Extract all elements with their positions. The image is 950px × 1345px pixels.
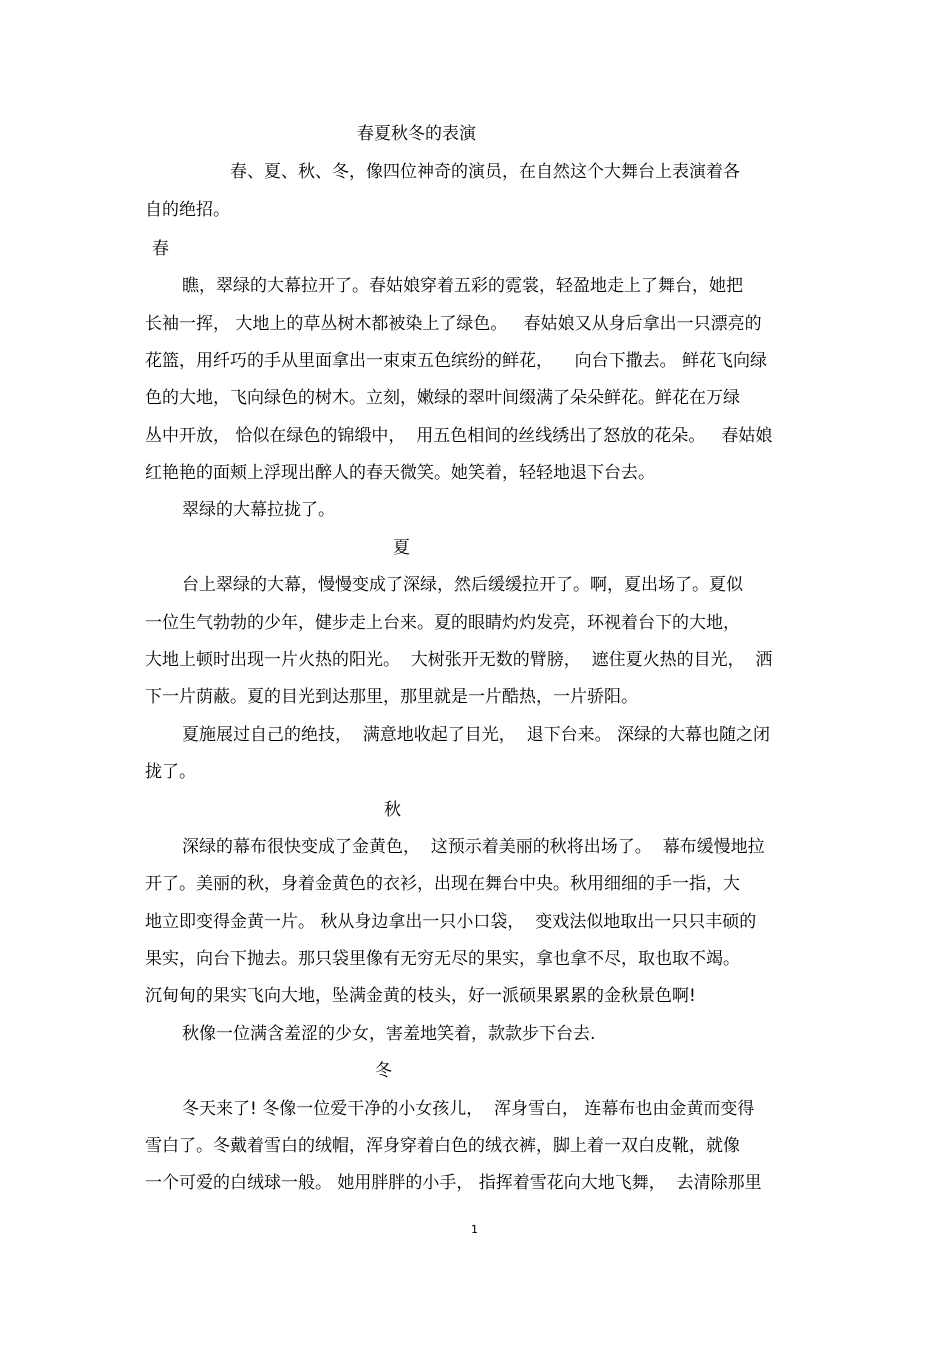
spring-line: 红艳艳的面颊上浮现出醉人的春天微笑。她笑着，轻轻地退下台去。 — [145, 463, 655, 483]
summer-line: 台上翠绿的大幕，慢慢变成了深绿，然后缓缓拉开了。啊，夏出场了。夏似 — [182, 575, 743, 595]
autumn-line: 果实，向台下抛去。那只袋里像有无穷无尽的果实，拿也拿不尽，取也取不竭。 — [145, 949, 740, 969]
spring-line: 丛中开放， 恰似在绿色的锦缎中， 用五色相间的丝线绣出了怒放的花朵。 春姑娘 — [145, 426, 773, 446]
autumn-line: 沉甸甸的果实飞向大地，坠满金黄的枝头，好一派硕果累累的金秋景色啊! — [145, 986, 696, 1006]
autumn-line: 开了。美丽的秋，身着金黄色的衣衫，出现在舞台中央。秋用细细的手一指，大 — [145, 874, 740, 894]
section-heading-winter: 冬 — [375, 1061, 392, 1081]
autumn-line: 秋像一位满含羞涩的少女，害羞地笑着，款款步下台去. — [182, 1024, 596, 1044]
intro-line: 春、夏、秋、冬，像四位神奇的演员，在自然这个大舞台上表演着各 — [230, 162, 740, 182]
spring-line: 色的大地，飞向绿色的树木。立刻，嫩绿的翠叶间缀满了朵朵鲜花。鲜花在万绿 — [145, 388, 740, 408]
section-heading-spring: 春 — [152, 239, 169, 259]
summer-line: 夏施展过自己的绝技， 满意地收起了目光， 退下台来。 深绿的大幕也随之闭 — [182, 725, 771, 745]
autumn-line: 地立即变得金黄一片。 秋从身边拿出一只小口袋， 变戏法似地取出一只只丰硕的 — [145, 912, 757, 932]
section-heading-autumn: 秋 — [384, 800, 401, 820]
spring-line: 长袖一挥， 大地上的草丛树木都被染上了绿色。 春姑娘又从身后拿出一只漂亮的 — [145, 314, 762, 334]
summer-line: 大地上顿时出现一片火热的阳光。 大树张开无数的臂膀， 遮住夏火热的目光， 洒 — [145, 650, 773, 670]
spring-line: 翠绿的大幕拉拢了。 — [182, 500, 335, 520]
spring-line: 瞧，翠绿的大幕拉开了。春姑娘穿着五彩的霓裳，轻盈地走上了舞台，她把 — [182, 276, 743, 296]
section-heading-summer: 夏 — [393, 538, 410, 558]
document-title: 春夏秋冬的表演 — [357, 124, 476, 144]
winter-line: 雪白了。冬戴着雪白的绒帽，浑身穿着白色的绒衣裤，脚上着一双白皮靴，就像 — [145, 1136, 740, 1156]
winter-line: 冬天来了! 冬像一位爱干净的小女孩儿， 浑身雪白， 连幕布也由金黄而变得 — [182, 1099, 755, 1119]
summer-line: 一位生气勃勃的少年，健步走上台来。夏的眼睛灼灼发亮，环视着台下的大地， — [145, 613, 740, 633]
page-number: 1 — [471, 1223, 478, 1236]
spring-line: 花篮，用纤巧的手从里面拿出一束束五色缤纷的鲜花， 向台下撒去。 鲜花飞向绿 — [145, 351, 768, 371]
summer-line: 下一片荫蔽。夏的目光到达那里，那里就是一片酷热，一片骄阳。 — [145, 687, 638, 707]
winter-line: 一个可爱的白绒球一般。 她用胖胖的小手， 指挥着雪花向大地飞舞， 去清除那里 — [145, 1173, 762, 1193]
autumn-line: 深绿的幕布很快变成了金黄色， 这预示着美丽的秋将出场了。 幕布缓慢地拉 — [182, 837, 765, 857]
summer-line: 拢了。 — [145, 762, 196, 782]
intro-line: 自的绝招。 — [145, 200, 230, 220]
